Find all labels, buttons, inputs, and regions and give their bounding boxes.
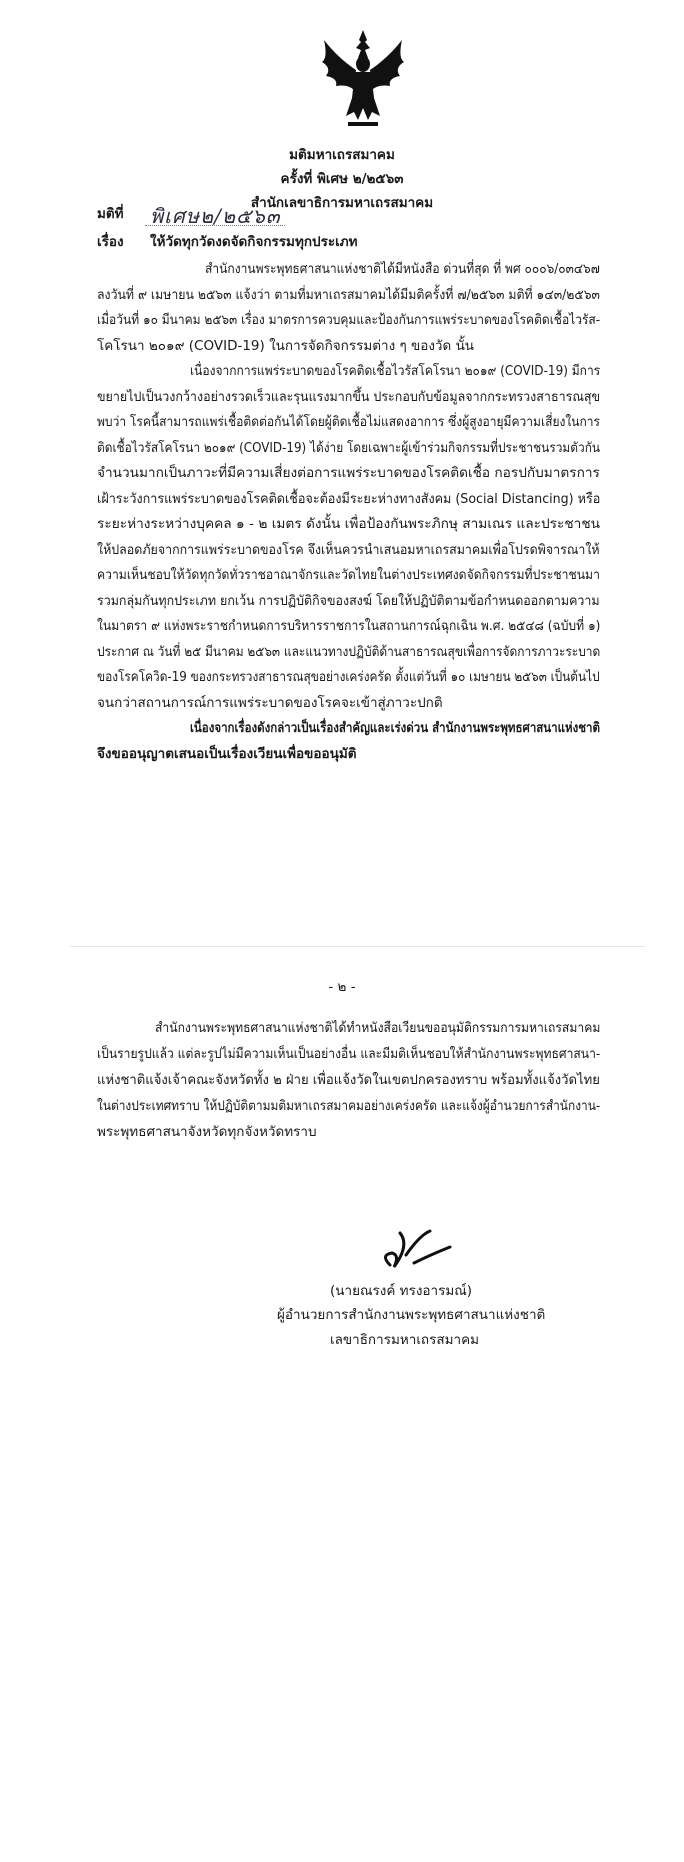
body-line: เมื่อวันที่ ๑๐ มีนาคม ๒๕๖๓ เรื่อง มาตรการควบคุมและป้องกันการแพร่ระบาดของโรคติดเชื้อไวรัส- bbox=[97, 312, 601, 328]
garuda-emblem-icon bbox=[318, 28, 408, 128]
body-line: ประกาศ ณ วันที่ ๒๕ มีนาคม ๒๕๖๓ และแนวทางปฏิบัติด้านสาธารณสุขเพื่อการจัดการภาวะระบาด bbox=[97, 644, 601, 660]
body-line: แห่งชาติแจ้งเจ้าคณะจังหวัดทั้ง ๒ ฝ่าย เพื่อแจ้งวัดในเขตปกครองทราบ พร้อมทั้งแจ้งวัดไทย bbox=[97, 1072, 600, 1088]
body-line: ความเห็นชอบให้วัดทุกวัดทั่วราชอาณาจักรและวัดไทยในต่างประเทศงดจัดกิจกรรมที่ประชาชนมา bbox=[97, 567, 600, 583]
body-line: โคโรนา ๒๐๑๙ (COVID-19) ในการจัดกิจกรรมต่าง ๆ ของวัด นั้น bbox=[97, 338, 475, 354]
issuing-office: สำนักเลขาธิการมหาเถรสมาคม bbox=[250, 195, 434, 211]
body-line: ขยายไปเป็นวงกว้างอย่างรวดเร็วและรุนแรงมากขึ้น ประกอบกับข้อมูลจากกระทรวงสาธารณสุข bbox=[97, 389, 601, 405]
resolution-label: มติที่ bbox=[97, 206, 124, 222]
signatory-title: เลขาธิการมหาเถรสมาคม bbox=[330, 1332, 480, 1348]
body-line: พบว่า โรคนี้สามารถแพร่เชื้อติดต่อกันได้โดยผู้ติดเชื้อไม่แสดงอาการ ซึ่งผู้สูงอายุมีความเสี่ยงในการ bbox=[97, 414, 601, 430]
document-title: มติมหาเถรสมาคม bbox=[289, 147, 395, 163]
signature-icon bbox=[370, 1225, 460, 1275]
body-line: เป็นรายรูปแล้ว แต่ละรูปไม่มีความเห็นเป็นอย่างอื่น และมีมติเห็นชอบให้สำนักงานพระพุทธศาสนา- bbox=[97, 1046, 601, 1062]
body-line: รวมกลุ่มกันทุกประเภท ยกเว้น การปฏิบัติกิจของสงฆ์ โดยให้ปฏิบัติตามข้อกำหนดออกตามความ bbox=[97, 593, 600, 609]
body-line: เนื่องจากการแพร่ระบาดของโรคติดเชื้อไวรัสโคโรนา ๒๐๑๙ (COVID-19) มีการ bbox=[190, 363, 601, 379]
body-line: เฝ้าระวังการแพร่ระบาดของโรคติดเชื้อจะต้องมีระยะห่างทางสังคม (Social Distancing) หรือ bbox=[97, 491, 601, 507]
body-line: จำนวนมากเป็นภาวะที่มีความเสี่ยงต่อการแพร่ระบาดของโรคติดเชื้อ กอรปกับมาตรการ bbox=[97, 465, 600, 481]
body-line: สำนักงานพระพุทธศาสนาแห่งชาติได้มีหนังสือ ด่วนที่สุด ที่ พศ ๐๐๐๖/๐๓๔๖๗ bbox=[205, 261, 600, 277]
body-line: เนื่องจากเรื่องดังกล่าวเป็นเรื่องสำคัญและเร่งด่วน สำนักงานพระพุทธศาสนาแห่งชาติ bbox=[190, 720, 600, 736]
body-line: พระพุทธศาสนาจังหวัดทุกจังหวัดทราบ bbox=[97, 1124, 317, 1140]
subject-text: ให้วัดทุกวัดงดจัดกิจกรรมทุกประเภท bbox=[150, 234, 358, 250]
signatory-position: ผู้อำนวยการสำนักงานพระพุทธศาสนาแห่งชาติ bbox=[277, 1307, 546, 1323]
page-number: - ๒ - bbox=[328, 979, 356, 995]
page-divider bbox=[70, 946, 645, 947]
body-line: ลงวันที่ ๙ เมษายน ๒๕๖๓ แจ้งว่า ตามที่มหาเถรสมาคมได้มีมติครั้งที่ ๗/๒๕๖๓ มติที่ ๑๔๓/๒๕๖๓ bbox=[97, 287, 600, 303]
session-number: ครั้งที่ พิเศษ ๒/๒๕๖๓ bbox=[280, 171, 404, 187]
body-line: ในต่างประเทศทราบ ให้ปฏิบัติตามมติมหาเถรสมาคมอย่างเคร่งครัด และแจ้งผู้อำนวยการสำนักงาน- bbox=[97, 1098, 601, 1114]
body-line: ของโรคโควิด-19 ของกระทรวงสาธารณสุขอย่างเคร่งครัด ตั้งแต่วันที่ ๑๐ เมษายน ๒๕๖๓ เป็นต้นไป bbox=[97, 669, 600, 685]
resolution-number-handwritten: พิเศษ๒/๒๕๖๓ bbox=[150, 204, 281, 228]
signatory-name: (นายณรงค์ ทรงอารมณ์) bbox=[330, 1283, 473, 1299]
body-line: ระยะห่างระหว่างบุคคล ๑ - ๒ เมตร ดังนั้น เพื่อป้องกันพระภิกษุ สามเณร และประชาชน bbox=[97, 516, 601, 532]
body-line: ให้ปลอดภัยจากการแพร่ระบาดของโรค จึงเห็นควรนำเสนอมหาเถรสมาคมเพื่อโปรดพิจารณาให้ bbox=[97, 542, 600, 558]
body-line: จนกว่าสถานการณ์การแพร่ระบาดของโรคจะเข้าสู่ภาวะปกติ bbox=[97, 695, 443, 711]
body-line: สำนักงานพระพุทธศาสนาแห่งชาติได้ทำหนังสือเวียนขออนุมัติกรรมการมหาเถรสมาคม bbox=[155, 1020, 601, 1036]
body-line: ในมาตรา ๙ แห่งพระราชกำหนดการบริหารราชการในสถานการณ์ฉุกเฉิน พ.ศ. ๒๕๔๘ (ฉบับที่ ๑) bbox=[97, 618, 601, 634]
body-line: จึงขออนุญาตเสนอเป็นเรื่องเวียนเพื่อขออนุมัติ bbox=[97, 746, 357, 762]
body-line: ติดเชื้อไวรัสโคโรนา ๒๐๑๙ (COVID-19) ได้ง่าย โดยเฉพาะผู้เข้าร่วมกิจกรรมที่ประชาชนรวมตัวกัน bbox=[97, 440, 601, 456]
resolution-underline bbox=[145, 225, 285, 226]
subject-label: เรื่อง bbox=[97, 234, 124, 250]
